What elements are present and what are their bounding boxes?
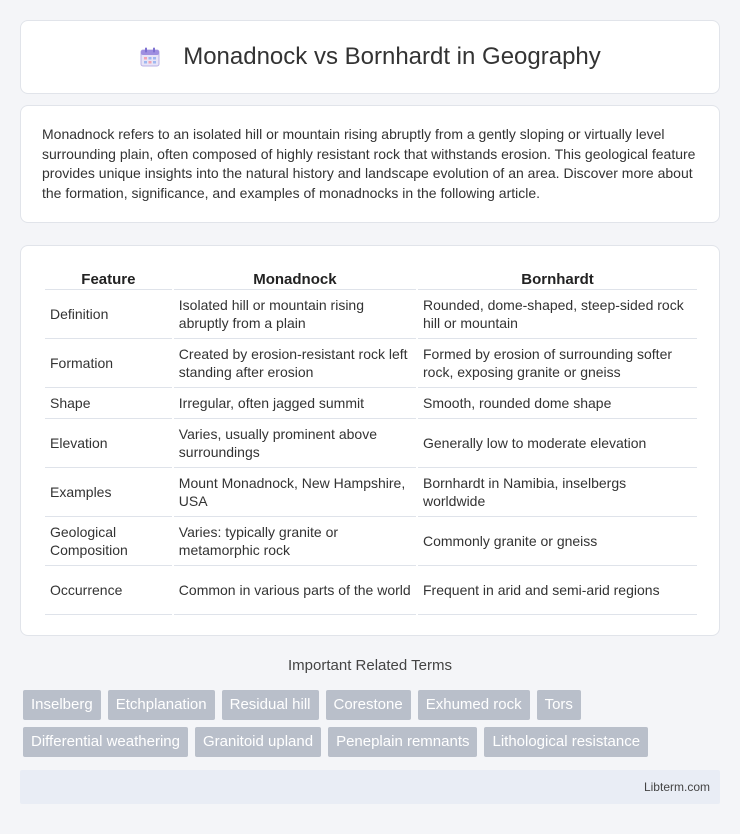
bornhardt-cell: Commonly granite or gneiss (418, 517, 697, 566)
feature-cell: Formation (45, 339, 172, 388)
monadnock-cell: Varies: typically granite or metamorphic rock (174, 517, 416, 566)
feature-cell: Geological Composition (45, 517, 172, 566)
footer (20, 770, 720, 804)
page-title: Monadnock vs Bornhardt in Geography (183, 43, 601, 70)
tag-row (23, 690, 723, 720)
bornhardt-cell: Formed by erosion of surrounding softer rock, exposing granite or gneiss (418, 339, 697, 388)
monadnock-cell: Varies, usually prominent above surroundings (174, 419, 416, 468)
tag-etchplanation[interactable]: Etchplanation (108, 690, 215, 720)
column-header-feature: Feature (45, 265, 172, 290)
tag-differential-weathering[interactable]: Differential weathering (23, 727, 188, 757)
tag-exhumed-rock[interactable]: Exhumed rock (418, 690, 530, 720)
table-row (45, 566, 697, 615)
table-row (45, 339, 697, 388)
tag-corestone[interactable]: Corestone (326, 690, 411, 720)
feature-cell: Occurrence (45, 566, 172, 615)
tag-residual-hill[interactable]: Residual hill (222, 690, 319, 720)
table-row (45, 388, 697, 419)
feature-cell: Shape (45, 388, 172, 419)
bornhardt-cell: Generally low to moderate elevation (418, 419, 697, 468)
column-header-monadnock: Monadnock (174, 265, 416, 290)
tag-row (23, 727, 723, 757)
table-row (45, 290, 697, 339)
tag-tors[interactable]: Tors (537, 690, 581, 720)
comparison-table (43, 265, 699, 615)
table-row (45, 419, 697, 468)
intro-paragraph: Monadnock refers to an isolated hill or mountain rising abruptly from a gently sloping or virtually level surrounding plain, often composed of highly resistant rock that withstands erosion. This geological feature provides unique insights into the natural history and landscape evolution of an area. Discover more about the formation, significance, and examples of monadnocks in the following article. (42, 126, 696, 201)
intro-card (20, 105, 720, 223)
column-header-bornhardt: Bornhardt (418, 265, 697, 290)
tag-lithological-resistance[interactable]: Lithological resistance (484, 727, 648, 757)
related-terms-heading: Important Related Terms (288, 657, 452, 674)
calendar-icon (139, 46, 161, 68)
table-header-row (45, 265, 697, 290)
monadnock-cell: Mount Monadnock, New Hampshire, USA (174, 468, 416, 517)
bornhardt-cell: Bornhardt in Namibia, inselbergs worldwide (418, 468, 697, 517)
table-row (45, 468, 697, 517)
title-card (20, 20, 720, 94)
monadnock-cell: Irregular, often jagged summit (174, 388, 416, 419)
monadnock-cell: Common in various parts of the world (174, 566, 416, 615)
bornhardt-cell: Smooth, rounded dome shape (418, 388, 697, 419)
table-row (45, 517, 697, 566)
bornhardt-cell: Rounded, dome-shaped, steep-sided rock hill or mountain (418, 290, 697, 339)
monadnock-cell: Created by erosion-resistant rock left standing after erosion (174, 339, 416, 388)
tag-peneplain-remnants[interactable]: Peneplain remnants (328, 727, 477, 757)
monadnock-cell: Isolated hill or mountain rising abruptly from a plain (174, 290, 416, 339)
feature-cell: Elevation (45, 419, 172, 468)
bornhardt-cell: Frequent in arid and semi-arid regions (418, 566, 697, 615)
tag-granitoid-upland[interactable]: Granitoid upland (195, 727, 321, 757)
related-terms-list (23, 690, 723, 764)
feature-cell: Definition (45, 290, 172, 339)
comparison-table-card (20, 245, 720, 636)
tag-inselberg[interactable]: Inselberg (23, 690, 101, 720)
feature-cell: Examples (45, 468, 172, 517)
footer-site-link[interactable]: Libterm.com (643, 780, 710, 794)
